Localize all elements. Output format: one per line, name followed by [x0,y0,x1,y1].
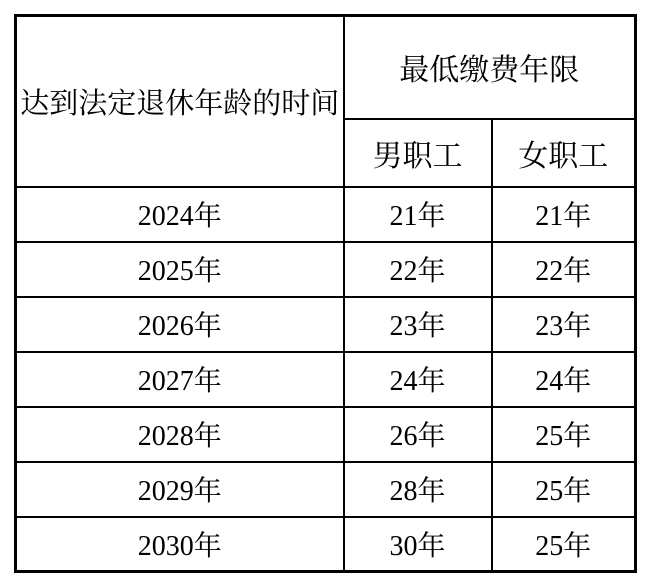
male-years-cell: 21年 [344,187,492,242]
male-years-cell: 28年 [344,462,492,517]
table-row [16,242,636,297]
year-cell: 2027年 [16,352,344,407]
header-cell-retirement-time: 达到法定退休年龄的时间 [16,16,344,187]
male-years-cell: 22年 [344,242,492,297]
female-years-cell: 23年 [492,297,636,352]
header-cell-male-workers: 男职工 [344,119,492,187]
female-years-cell: 24年 [492,352,636,407]
year-cell: 2028年 [16,407,344,462]
male-years-cell: 23年 [344,297,492,352]
year-cell: 2024年 [16,187,344,242]
table-row [16,297,636,352]
year-cell: 2030年 [16,517,344,572]
female-years-cell: 25年 [492,407,636,462]
year-cell: 2029年 [16,462,344,517]
header-cell-min-contribution-years: 最低缴费年限 [344,16,636,119]
table-row [16,352,636,407]
year-cell: 2026年 [16,297,344,352]
table-row [16,187,636,242]
female-years-cell: 25年 [492,462,636,517]
table-row [16,517,636,572]
male-years-cell: 24年 [344,352,492,407]
header-cell-female-workers: 女职工 [492,119,636,187]
year-cell: 2025年 [16,242,344,297]
retirement-contribution-table [14,14,637,573]
female-years-cell: 22年 [492,242,636,297]
male-years-cell: 26年 [344,407,492,462]
female-years-cell: 25年 [492,517,636,572]
table-row [16,462,636,517]
female-years-cell: 21年 [492,187,636,242]
header-row-top [16,16,636,119]
table-row [16,407,636,462]
male-years-cell: 30年 [344,517,492,572]
